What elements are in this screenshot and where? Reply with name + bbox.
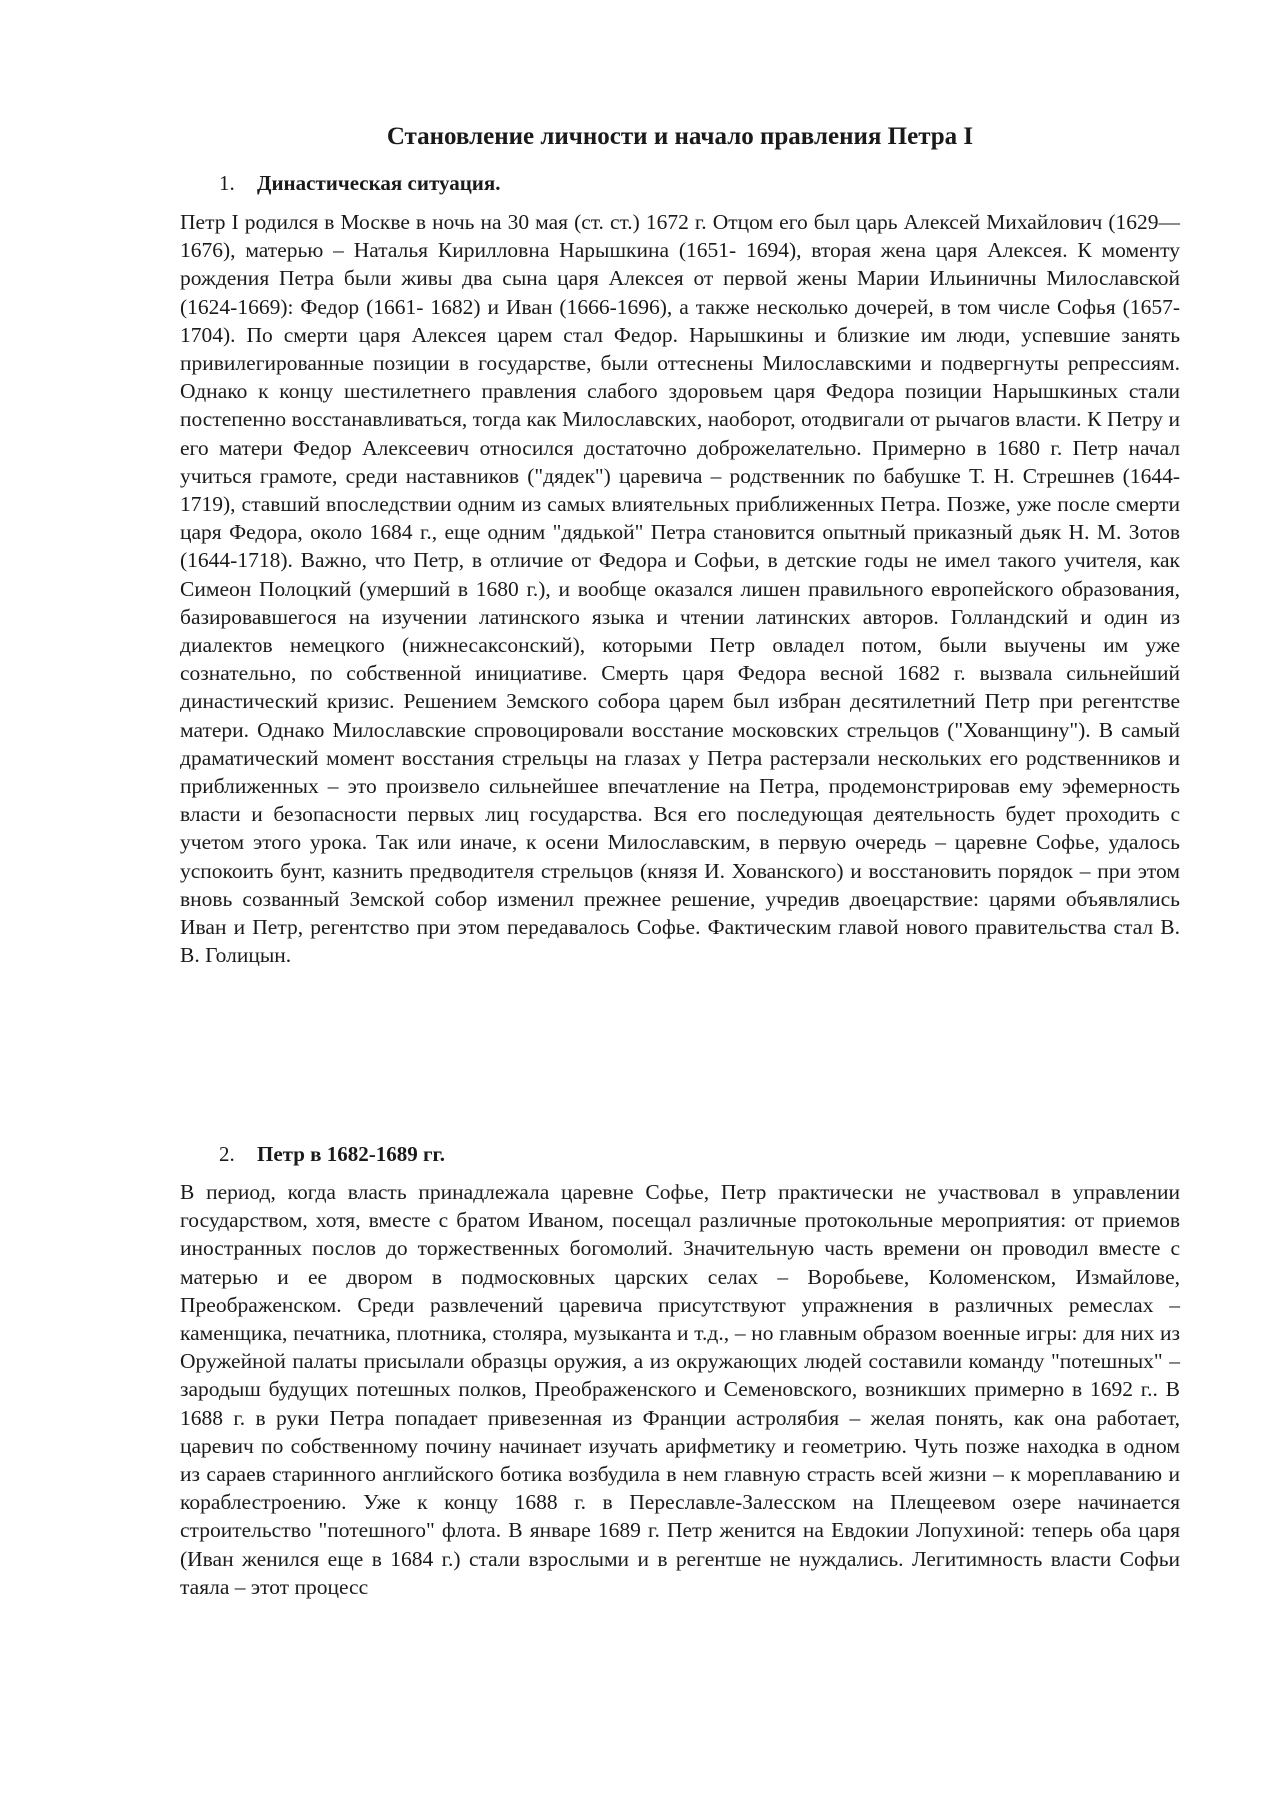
section-heading-text: Петр в 1682-1689 гг. xyxy=(257,1142,445,1166)
page-title: Становление личности и начало правления Петра I xyxy=(386,123,974,150)
section-heading xyxy=(219,1140,445,1168)
section-heading xyxy=(219,169,501,197)
section-paragraph: В период, когда власть принадлежала царевне Софье, Петр практически не участвовал в управлении государством, хотя, вместе с братом Иваном, посещал различные протокольные мероприятия: от приемов иностранных послов до торжественных богомолий. Значительную часть времени он проводил вместе с матерью и ее двором в подмосковных царских селах – Воробьеве, Коломенском, Измайлове, Преображенском. Среди развлечений царевича присутствуют упражнения в различных ремеслах – каменщика, печатника, плотника, столяра, музыканта и т.д., – но главным образом военные игры: для них из Оружейной палаты присылали образцы оружия, а из окружающих людей составили команду "потешных" – зародыш будущих потешных полков, Преображенского и Семеновского, возникших примерно в 1692 г.. В 1688 г. в руки Петра попадает привезенная из Франции астролябия – желая понять, как она работает, царевич по собственному почину начинает изучать арифметику и геометрию. Чуть позже находка в одном из сараев старинного английского ботика возбудила в нем главную страсть всей жизни – к мореплаванию и кораблестроению. Уже к концу 1688 г. в Переславле-Залесском на Плещеевом озере начинается строительство "потешного" флота. В январе 1689 г. Петр женится на Евдокии Лопухиной: теперь оба царя (Иван женился еще в 1684 г.) стали взрослыми и в регентше не нуждались. Легитимность власти Софьи таяла – этот процесс xyxy=(180,1180,1180,1599)
section-number: 2. xyxy=(219,1142,235,1166)
section-number: 1. xyxy=(219,171,235,195)
section-paragraph: Петр I родился в Москве в ночь на 30 мая (ст. ст.) 1672 г. Отцом его был царь Алексей Михайлович (1629—1676), матерью – Наталья Кирилловна Нарышкина (1651- 1694), вторая жена царя Алексея. К моменту рождения Петра были живы два сына царя Алексея от первой жены Марии Ильиничны Милославской (1624-1669): Федор (1661- 1682) и Иван (1666-1696), а также несколько дочерей, в том числе Софья (1657-1704). По смерти царя Алексея царем стал Федор. Нарышкины и близкие им люди, успевшие занять привилегированные позиции в государстве, были оттеснены Милославскими и подвергнуты репрессиям. Однако к концу шестилетнего правления слабого здоровьем царя Федора позиции Нарышкиных стали постепенно восстанавливаться, тогда как Милославских, наоборот, отодвигали от рычагов власти. К Петру и его матери Федор Алексеевич относился достаточно доброжелательно. Примерно в 1680 г. Петр начал учиться грамоте, среди наставников ("дядек") царевича – родственник по бабушке Т. Н. Стрешнев (1644-1719), ставший впоследствии одним из самых влиятельных приближенных Петра. Позже, уже после смерти царя Федора, около 1684 г., еще одним "дядькой" Петра становится опытный приказный дьяк Н. М. Зотов (1644-1718). Важно, что Петр, в отличие от Федора и Софьи, в детские годы не имел такого учителя, как Симеон Полоцкий (умерший в 1680 г.), и вообще оказался лишен правильного европейского образования, базировавшегося на изучении латинского языка и чтении латинских авторов. Голландский и один из диалектов немецкого (нижнесаксонский), которыми Петр овладел потом, были выучены им уже сознательно, по собственной инициативе. Смерть царя Федора весной 1682 г. вызвала сильнейший династический кризис. Решением Земского собора царем был избран десятилетний Петр при регентстве матери. Однако Милославские спровоцировали восстание московских стрельцов ("Хованщину"). В самый драматический момент восстания стрельцы на глазах у Петра растерзали нескольких его родственников и приближенных – это произвело сильнейшее впечатление на Петра, продемонстрировав ему эфемерность власти и безопасности первых лиц государства. Вся его последующая деятельность будет проходить с учетом этого урока. Так или иначе, к осени Милославским, в первую очередь – царевне Софье, удалось успокоить бунт, казнить предводителя стрельцов (князя И. Хованского) и восстановить порядок – при этом вновь созванный Земской собор изменил прежнее решение, учредив двоецарствие: царями объявлялись Иван и Петр, регентство при этом передавалось Софье. Фактическим главой нового правительства стал В. В. Голицын. xyxy=(180,210,1180,968)
section-heading-text: Династическая ситуация. xyxy=(257,171,501,195)
